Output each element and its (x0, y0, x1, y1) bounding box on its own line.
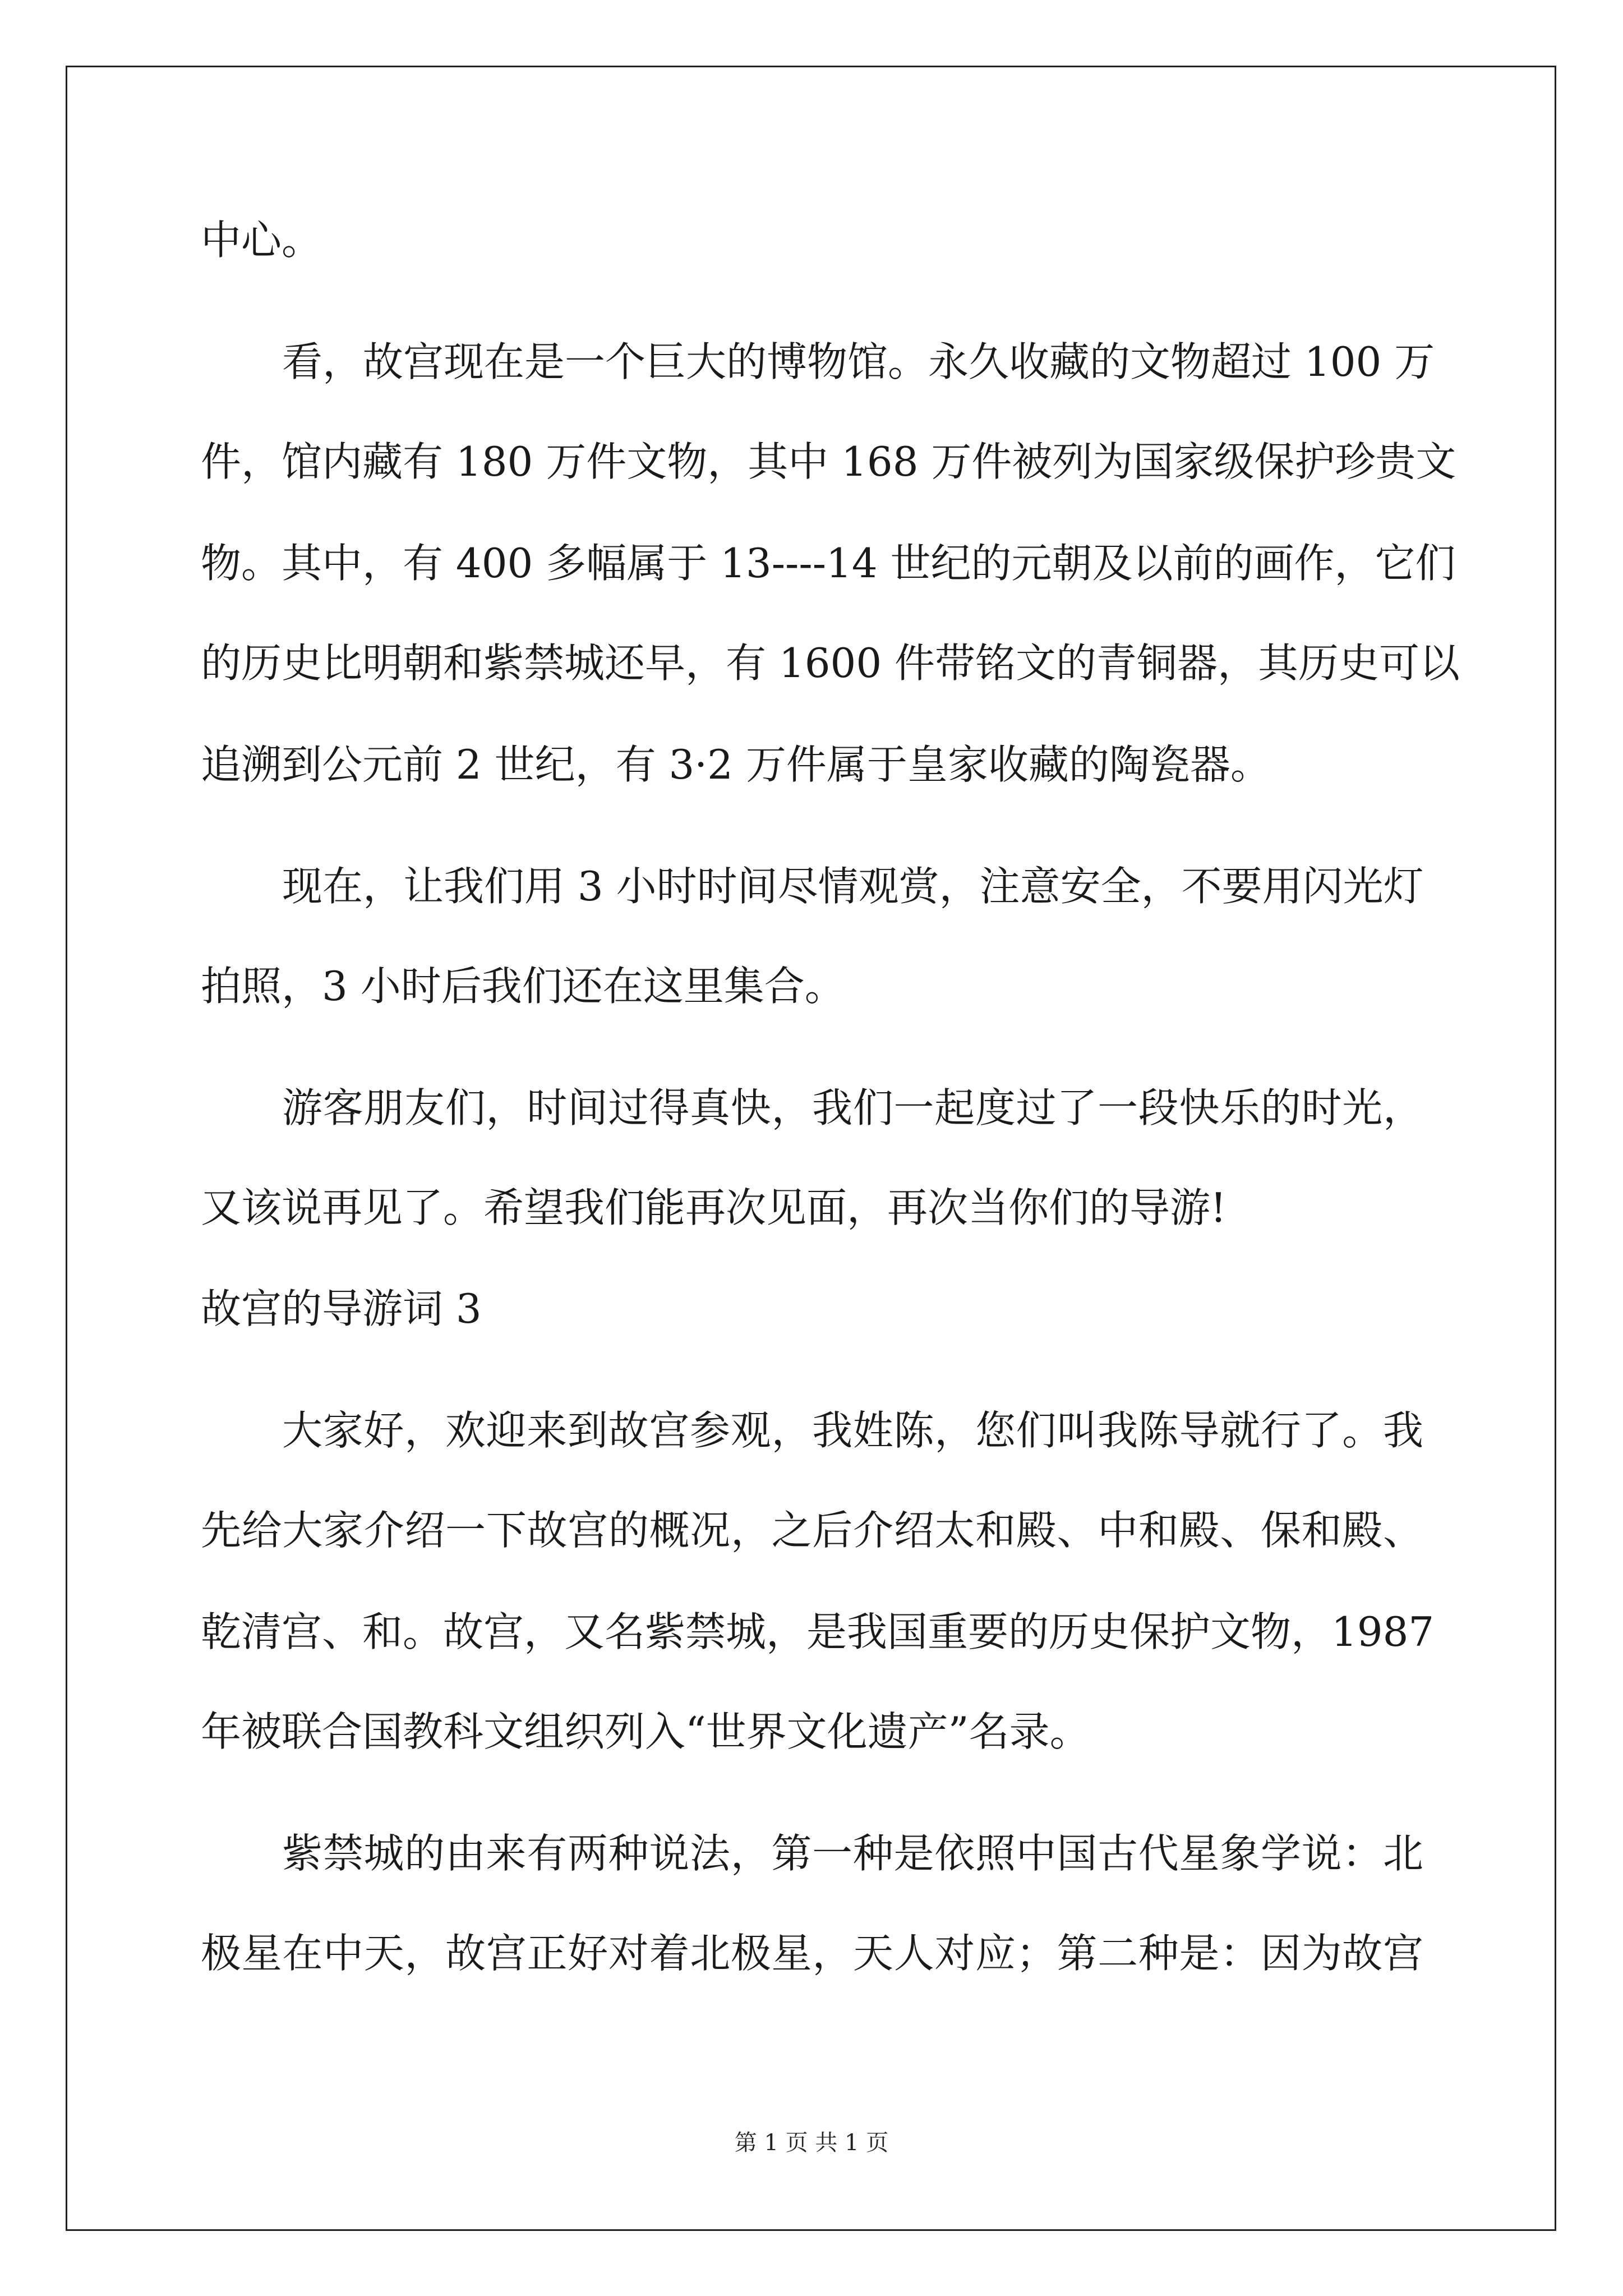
text-line: 看，故宫现在是一个巨大的博物馆。永久收藏的文物超过 100 万 (282, 338, 1435, 385)
text-line: 物。其中，有 400 多幅属于 13----14 世纪的元朝及以前的画作，它们 (201, 540, 1456, 587)
text-line: 游客朋友们，时间过得真快，我们一起度过了一段快乐的时光， (282, 1084, 1423, 1131)
text-line: 大家好，欢迎来到故宫参观，我姓陈，您们叫我陈导就行了。我 (282, 1407, 1423, 1454)
text-line: 年被联合国教科文组织列入“世界文化遗产”名录。 (201, 1708, 1090, 1755)
page-footer: 第 1 页 共 1 页 (734, 2130, 889, 2156)
text-line: 乾清宫、和。故宫，又名紫禁城，是我国重要的历史保护文物，1987 (201, 1608, 1435, 1655)
text-line: 追溯到公元前 2 世纪，有 3·2 万件属于皇家收藏的陶瓷器。 (201, 741, 1271, 788)
text-line: 极星在中天，故宫正好对着北极星，天人对应；第二种是：因为故宫 (201, 1930, 1423, 1977)
text-line: 拍照，3 小时后我们还在这里集合。 (201, 963, 845, 1010)
text-line: 现在，让我们用 3 小时时间尽情观赏，注意安全，不要用闪光灯 (282, 863, 1424, 910)
page-border (66, 66, 1556, 2231)
text-line: 又该说再见了。希望我们能再次见面，再次当你们的导游! (201, 1184, 1227, 1231)
text-line: 先给大家介绍一下故宫的概况，之后介绍太和殿、中和殿、保和殿、 (201, 1507, 1423, 1554)
text-line: 中心。 (201, 217, 322, 264)
section-heading: 故宫的导游词 3 (201, 1285, 482, 1332)
text-line: 件，馆内藏有 180 万件文物，其中 168 万件被列为国家级保护珍贵文 (201, 438, 1456, 485)
text-line: 紫禁城的由来有两种说法，第一种是依照中国古代星象学说：北 (282, 1830, 1423, 1877)
text-line: 的历史比明朝和紫禁城还早，有 1600 件带铭文的青铜器，其历史可以 (201, 639, 1460, 687)
